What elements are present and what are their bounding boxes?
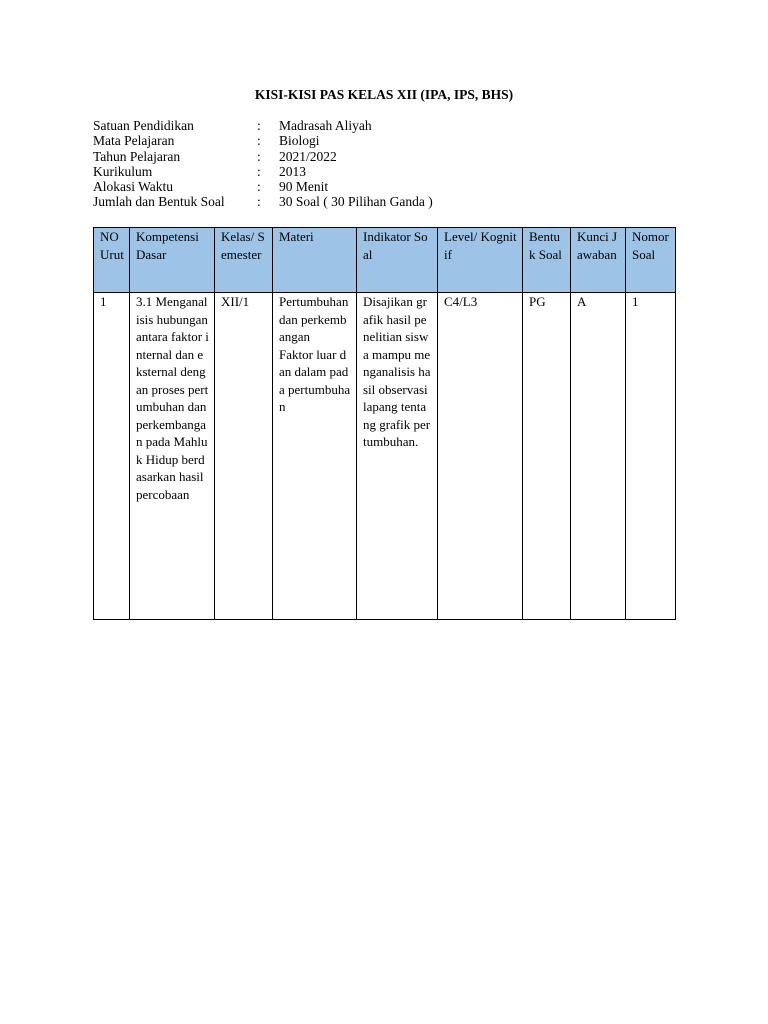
info-row bbox=[93, 118, 433, 133]
materi-paragraph-2: Faktor luar dan dalam pada pertumbuhan bbox=[279, 346, 351, 414]
document-title: KISI-KISI PAS KELAS XII (IPA, IPS, BHS) bbox=[254, 87, 514, 102]
info-label: Jumlah dan Bentuk Soal bbox=[93, 194, 225, 210]
info-colon: : bbox=[257, 163, 261, 179]
kisi-kisi-table bbox=[93, 227, 676, 620]
info-value: 30 Soal ( 30 Pilihan Ganda ) bbox=[279, 194, 433, 210]
info-label: Alokasi Waktu bbox=[93, 179, 174, 195]
info-label: Tahun Pelajaran bbox=[93, 148, 181, 164]
table-row bbox=[94, 293, 676, 620]
info-colon: : bbox=[257, 179, 261, 195]
header-kompetensi-dasar: Kompetensi Dasar bbox=[130, 228, 215, 293]
info-colon: : bbox=[257, 194, 261, 210]
header-indikator-soal: Indikator Soal bbox=[357, 228, 438, 293]
info-label: Mata Pelajaran bbox=[93, 133, 175, 149]
header-materi: Materi bbox=[273, 228, 357, 293]
info-value: 2021/2022 bbox=[279, 148, 337, 164]
cell-bentuk-soal: PG bbox=[523, 293, 571, 620]
info-value: 90 Menit bbox=[279, 179, 329, 195]
info-colon: : bbox=[257, 148, 261, 164]
info-row bbox=[93, 164, 433, 179]
cell-materi bbox=[273, 293, 357, 620]
header-no-urut: NO Urut bbox=[94, 228, 130, 293]
cell-nomor-soal: 1 bbox=[626, 293, 676, 620]
info-value: Madrasah Aliyah bbox=[279, 118, 372, 133]
info-value: 2013 bbox=[279, 163, 306, 179]
info-value: Biologi bbox=[279, 133, 320, 149]
materi-paragraph-1: Pertumbuhan dan perkembangan bbox=[279, 294, 349, 344]
cell-level-kognitif: C4/L3 bbox=[438, 293, 523, 620]
info-row bbox=[93, 149, 433, 164]
info-colon: : bbox=[257, 133, 261, 149]
info-row bbox=[93, 179, 433, 194]
info-table bbox=[93, 118, 433, 210]
cell-no-urut: 1 bbox=[94, 293, 130, 620]
header-nomor-soal: Nomor Soal bbox=[626, 228, 676, 293]
info-label: Kurikulum bbox=[93, 163, 153, 179]
cell-kompetensi-dasar: 3.1 Menganalisis hubungan antara faktor internal dan eksternal dengan proses pertumbuhan dan perkembangan pada Mahluk Hidup berdasarkan hasil percobaan bbox=[130, 293, 215, 620]
header-kunci-jawaban: Kunci Jawaban bbox=[571, 228, 626, 293]
table-header-row bbox=[94, 228, 676, 293]
header-level-kognitif: Level/ Kognitif bbox=[438, 228, 523, 293]
info-row bbox=[93, 194, 433, 209]
info-colon: : bbox=[257, 118, 261, 133]
info-label: Satuan Pendidikan bbox=[93, 118, 194, 133]
header-bentuk-soal: Bentuk Soal bbox=[523, 228, 571, 293]
cell-indikator-soal: Disajikan grafik hasil penelitian siswa mampu menganalisis hasil observasi lapang tentang grafik pertumbuhan. bbox=[357, 293, 438, 620]
cell-kunci-jawaban: A bbox=[571, 293, 626, 620]
info-row bbox=[93, 133, 433, 148]
header-kelas-semester: Kelas/ Semester bbox=[215, 228, 273, 293]
cell-kelas-semester: XII/1 bbox=[215, 293, 273, 620]
